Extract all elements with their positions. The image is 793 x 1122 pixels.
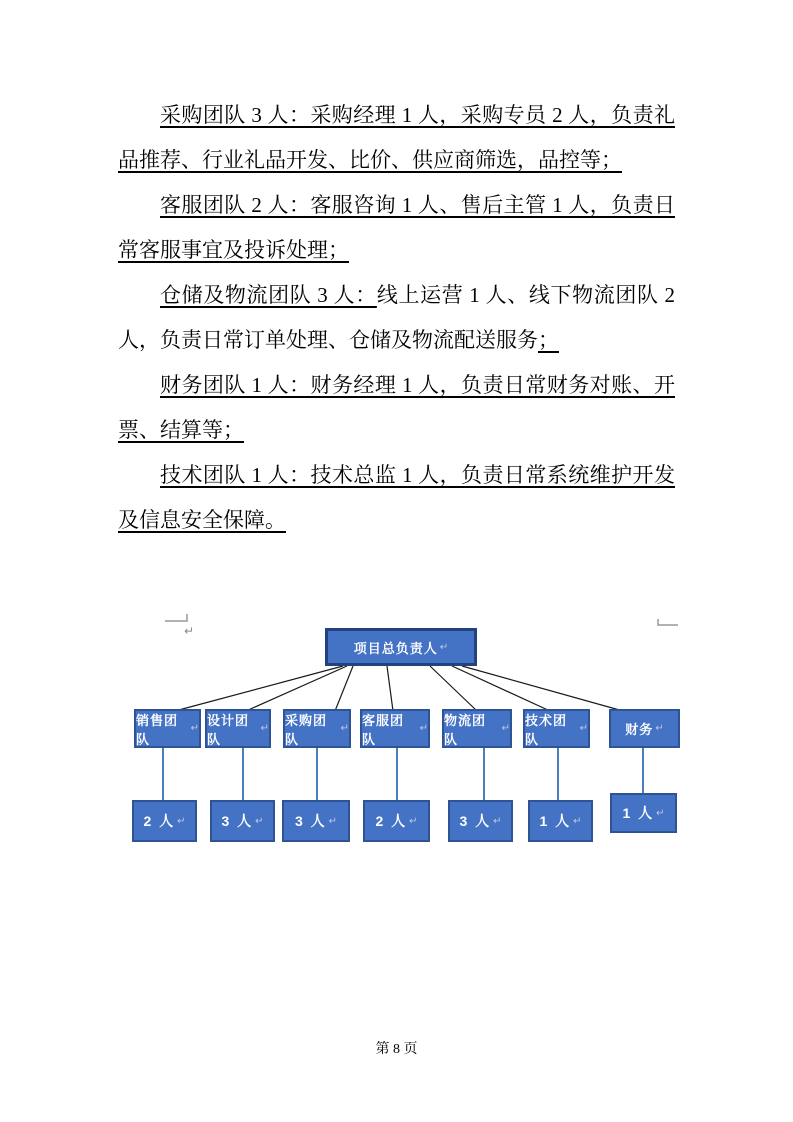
paragraph-text: 技术团队 1 人：技术总监 1 人，负责日常系统维护开发及信息安全保障。 <box>118 463 675 532</box>
org-count-box-tech[interactable] <box>528 800 593 842</box>
org-count-label: 1 人 <box>539 813 572 829</box>
org-count-label: 3 人 <box>294 813 327 829</box>
org-team-label: 销售团队 <box>136 712 179 747</box>
page-number: 第 8 页 <box>375 1042 418 1057</box>
paragraph-finance-team[interactable] <box>118 363 675 453</box>
paragraph-text: 线上运营 1 人、线下物流团队 2 人，负责日常订单处理、仓储及物流配送服务 <box>118 283 675 352</box>
paragraph-text: 财务团队 1 人：财务经理 1 人，负责日常财务对账、开票、结算等； <box>118 373 675 442</box>
org-team-box-finance[interactable] <box>609 709 680 748</box>
paragraph-mark-icon: ↵ <box>655 723 664 734</box>
document-body <box>118 93 675 543</box>
org-team-box-customer-service[interactable] <box>360 709 430 748</box>
paragraph-mark-icon: ↵ <box>439 641 449 653</box>
connector-line <box>462 666 623 711</box>
paragraph-text: 客服团队 2 人：客服咨询 1 人、售后主管 1 人，负责日常客服事宜及投诉处理； <box>118 193 675 262</box>
org-count-label: 3 人 <box>459 813 492 829</box>
paragraph-warehouse-logistics-team[interactable] <box>118 273 675 363</box>
org-team-label: 财务 <box>625 722 654 737</box>
paragraph-text: 采购团队 3 人：采购经理 1 人，采购专员 2 人，负责礼品推荐、行业礼品开发、比价、供应商筛选，品控等； <box>118 103 675 172</box>
paragraph-mark-icon: ↵ <box>501 723 510 734</box>
connector-line <box>387 666 393 711</box>
text-boundary-mark-right <box>658 619 678 625</box>
org-team-box-design[interactable] <box>205 709 271 748</box>
org-count-label: 2 人 <box>143 813 176 829</box>
paragraph-mark-icon: ↵ <box>419 723 428 734</box>
paragraph-mark-icon: ↵ <box>255 815 264 827</box>
paragraph-mark-icon: ↵ <box>493 815 502 827</box>
org-team-box-purchasing[interactable] <box>283 709 351 748</box>
page-footer <box>0 1038 793 1058</box>
paragraph-customer-service-team[interactable] <box>118 183 675 273</box>
org-root-box[interactable] <box>325 628 477 666</box>
paragraph-mark-icon: ↵ <box>190 723 199 734</box>
org-team-label: 物流团队 <box>444 712 487 747</box>
paragraph-mark-icon: ↵ <box>579 723 588 734</box>
org-team-label: 技术团队 <box>525 712 568 747</box>
paragraph-mark-icon: ↵ <box>409 815 418 827</box>
paragraph-mark-icon: ↵ <box>260 723 269 734</box>
org-count-box-purchasing[interactable] <box>282 800 350 842</box>
org-count-box-logistics[interactable] <box>448 800 513 842</box>
connector-line <box>335 666 353 711</box>
org-count-label: 1 人 <box>622 805 655 821</box>
org-count-label: 2 人 <box>375 813 408 829</box>
org-count-box-sales[interactable] <box>132 800 197 842</box>
paragraph-mark-icon: ↵ <box>184 624 195 638</box>
paragraph-mark-icon: ↵ <box>328 815 338 827</box>
org-count-box-design[interactable] <box>210 800 275 842</box>
paragraph-text: ； <box>538 328 559 352</box>
org-team-box-sales[interactable] <box>134 709 201 748</box>
paragraph-text: 仓储及物流团队 3 人： <box>160 283 377 307</box>
paragraph-mark-icon: ↵ <box>656 807 665 819</box>
org-team-box-tech[interactable] <box>523 709 590 748</box>
connector-line <box>430 666 477 711</box>
text-boundary-mark-left <box>165 614 187 621</box>
org-count-label: 3 人 <box>221 813 254 829</box>
org-chart <box>0 610 793 855</box>
connector-line <box>452 666 550 711</box>
paragraph-purchasing-team[interactable] <box>118 93 675 183</box>
paragraph-mark-icon: ↵ <box>340 723 349 734</box>
org-team-box-logistics[interactable] <box>442 709 512 748</box>
paragraph-mark-icon: ↵ <box>177 815 186 827</box>
paragraph-mark-icon: ↵ <box>573 815 582 827</box>
org-team-label: 设计团队 <box>207 712 250 747</box>
connector-line <box>175 666 343 711</box>
paragraph-tech-team[interactable] <box>118 453 675 543</box>
org-root-label: 项目总负责人 <box>353 640 438 656</box>
org-team-label: 客服团队 <box>362 712 405 747</box>
org-count-box-finance[interactable] <box>610 793 677 833</box>
org-count-box-customer-service[interactable] <box>363 800 430 842</box>
org-team-label: 采购团队 <box>285 712 328 747</box>
